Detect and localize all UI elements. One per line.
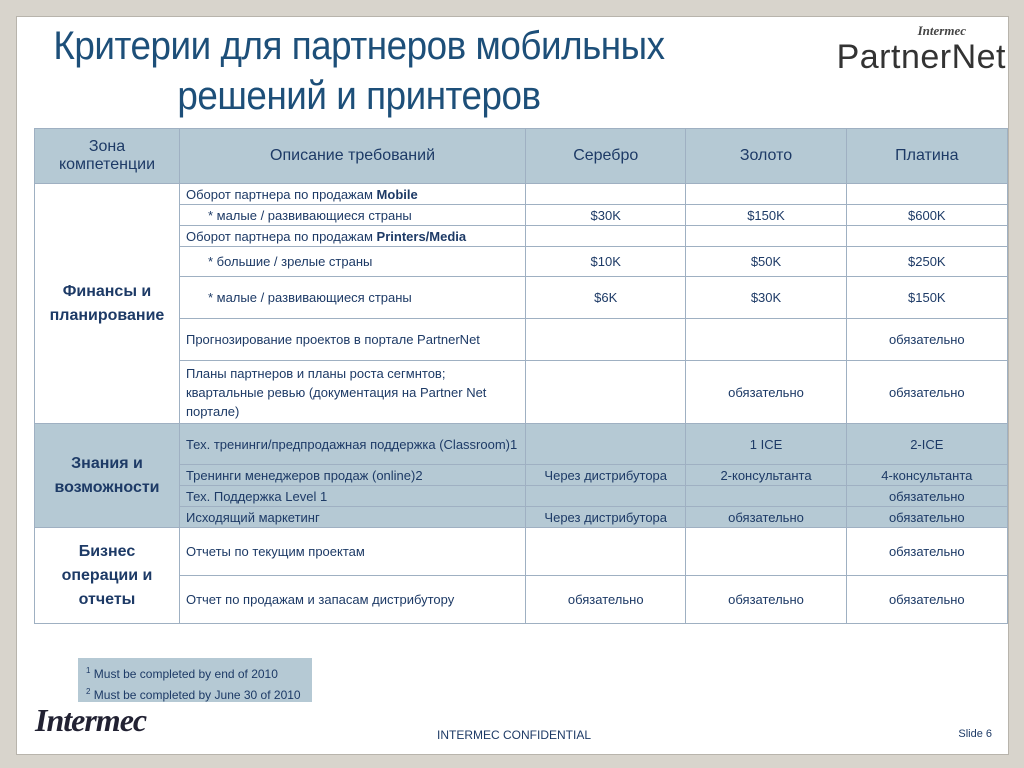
row-silver: [526, 486, 686, 507]
row-desc: Оборот партнера по продажам Mobile: [179, 184, 525, 205]
row-desc: Прогнозирование проектов в портале PartnerNet: [179, 319, 525, 361]
row-silver: [526, 226, 686, 247]
partnernet-logo: [837, 23, 1006, 75]
row-platinum: $150K: [846, 277, 1007, 319]
table-row: [35, 424, 1008, 465]
title-line-1: Критерии для партнеров мобильных: [53, 24, 665, 68]
intermec-small-logo: Intermec: [917, 23, 966, 38]
row-desc: Тренинги менеджеров продаж (online)2: [179, 465, 525, 486]
row-platinum: обязательно: [846, 361, 1007, 424]
table-row: [35, 465, 1008, 486]
row-desc: * малые / развивающиеся страны: [179, 205, 525, 226]
row-platinum: $600K: [846, 205, 1007, 226]
table-header-row: [35, 129, 1008, 184]
row-gold: $150K: [686, 205, 846, 226]
table-row: [35, 486, 1008, 507]
row-platinum: 2-ICE: [846, 424, 1007, 465]
table-row: [35, 507, 1008, 528]
row-gold: [686, 486, 846, 507]
table-row: [35, 361, 1008, 424]
row-gold: $30K: [686, 277, 846, 319]
confidential-label: INTERMEC CONFIDENTIAL: [437, 728, 592, 742]
footnotes: [78, 658, 312, 702]
row-desc: Отчет по продажам и запасам дистрибутору: [179, 576, 525, 624]
row-desc: Планы партнеров и планы роста сегмнтов; квартальные ревью (документация на Partner Net портале): [179, 361, 525, 424]
row-platinum: обязательно: [846, 507, 1007, 528]
row-desc: Исходящий маркетинг: [179, 507, 525, 528]
partnernet-wordmark: PartnerNet: [836, 38, 1006, 76]
row-silver: Через дистрибутора: [526, 507, 686, 528]
row-desc: Отчеты по текущим проектам: [179, 528, 525, 576]
footnote-2: $^2$ Must be completed by June 30 of 2010: [86, 687, 301, 702]
row-platinum: 4-консультанта: [846, 465, 1007, 486]
row-silver: $10K: [526, 247, 686, 277]
row-silver: $6K: [526, 277, 686, 319]
page-title: [37, 21, 681, 121]
zone-finance: Финансы и планирование: [35, 184, 180, 424]
row-gold: [686, 184, 846, 205]
row-gold: [686, 528, 846, 576]
title-line-2: решений и принтеров: [177, 74, 541, 118]
row-platinum: $250K: [846, 247, 1007, 277]
row-silver: $30K: [526, 205, 686, 226]
row-platinum: обязательно: [846, 576, 1007, 624]
row-desc: * малые / развивающиеся страны: [179, 277, 525, 319]
row-silver: обязательно: [526, 576, 686, 624]
row-silver: [526, 361, 686, 424]
row-platinum: обязательно: [846, 486, 1007, 507]
header-silver: Серебро: [526, 129, 686, 184]
table-row: [35, 528, 1008, 576]
table-row: [35, 576, 1008, 624]
row-desc: * большие / зрелые страны: [179, 247, 525, 277]
table-row: [35, 247, 1008, 277]
row-platinum: [846, 226, 1007, 247]
table-row: [35, 277, 1008, 319]
zone-business-ops: Бизнес операции и отчеты: [35, 528, 180, 624]
row-silver: [526, 319, 686, 361]
row-gold: [686, 319, 846, 361]
header-zone: Зона компетенции: [35, 129, 180, 184]
row-platinum: обязательно: [846, 528, 1007, 576]
table-row: [35, 226, 1008, 247]
table-row: [35, 184, 1008, 205]
row-gold: $50K: [686, 247, 846, 277]
row-gold: обязательно: [686, 576, 846, 624]
row-silver: [526, 184, 686, 205]
slide-number: Slide 6: [958, 728, 992, 740]
header-gold: Золото: [686, 129, 846, 184]
header-platinum: Платина: [846, 129, 1007, 184]
header-description: Описание требований: [179, 129, 525, 184]
row-gold: обязательно: [686, 507, 846, 528]
row-desc: Тех. Поддержка Level 1: [179, 486, 525, 507]
row-silver: Через дистрибутора: [526, 465, 686, 486]
row-gold: обязательно: [686, 361, 846, 424]
footnote-1: $^1$ Must be completed by end of 2010: [86, 666, 278, 681]
criteria-table: [34, 128, 1008, 624]
row-gold: 2-консультанта: [686, 465, 846, 486]
row-platinum: обязательно: [846, 319, 1007, 361]
row-silver: [526, 528, 686, 576]
row-platinum: [846, 184, 1007, 205]
table-row: [35, 205, 1008, 226]
row-desc: Тех. тренинги/предпродажная поддержка (Classroom)1: [179, 424, 525, 465]
zone-knowledge: Знания и возможности: [35, 424, 180, 528]
row-desc: Оборот партнера по продажам Printers/Media: [179, 226, 525, 247]
row-silver: [526, 424, 686, 465]
row-gold: 1 ICE: [686, 424, 846, 465]
slide: [16, 16, 1009, 755]
table-row: [35, 319, 1008, 361]
intermec-logo: Intermec: [35, 702, 147, 738]
row-gold: [686, 226, 846, 247]
